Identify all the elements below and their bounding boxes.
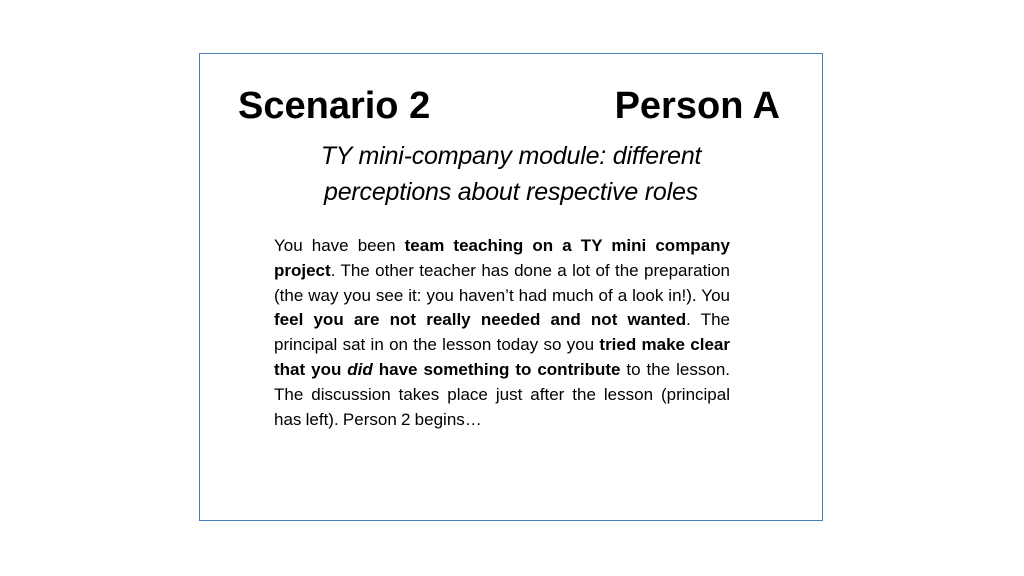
scenario-subtitle <box>200 138 822 210</box>
description-emphasis: team teaching on a TY mini company project <box>274 236 730 280</box>
description-italic-emphasis: did <box>347 359 373 379</box>
description-text: You have been <box>274 236 405 255</box>
scenario-description <box>274 234 730 432</box>
description-text: . The principal sat in on the lesson today so you <box>274 310 731 355</box>
scenario-title: Scenario 2 <box>238 85 431 127</box>
description-emphasis: have something to contribute <box>372 359 621 379</box>
description-text: to the lesson. The discussion takes place just after the lesson (principal has left). Person 2 begins… <box>274 359 730 429</box>
description-text: . The other teacher has done a lot of the preparation (the way you see it: you haven’t had much of a look in!). You <box>274 260 730 305</box>
description-emphasis: feel you are not really needed and not wanted <box>274 310 687 330</box>
subtitle-line-2: perceptions about respective roles <box>324 178 698 206</box>
person-title: Person A <box>614 85 780 127</box>
description-emphasis: tried make clear that you <box>274 335 730 379</box>
description-emphasis <box>347 360 373 379</box>
subtitle-line-1: TY mini-company module: different <box>320 142 702 170</box>
scenario-card <box>199 53 823 521</box>
